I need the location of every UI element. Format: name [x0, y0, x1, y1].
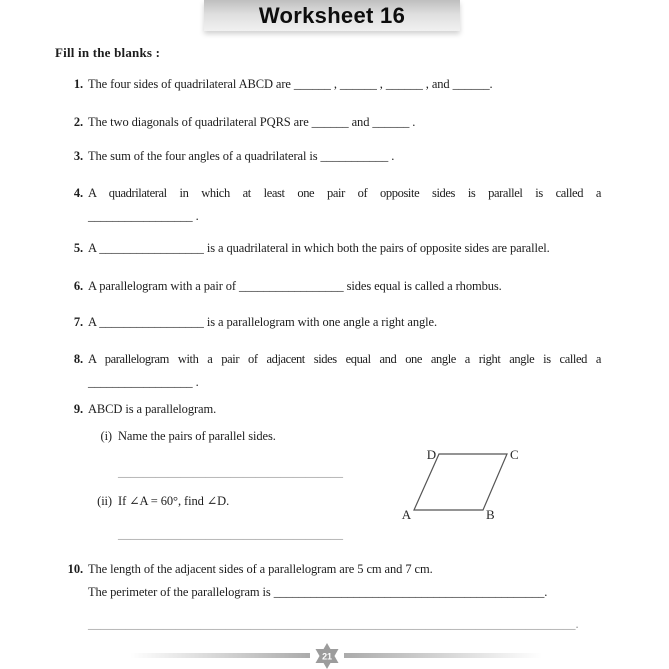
worksheet-content: [55, 45, 601, 632]
footer-separator-right: [344, 653, 542, 658]
vertex-label-b: B: [486, 507, 495, 522]
question-row: [55, 561, 601, 600]
question-text: A parallelogram with a pair of _________________ sides equal is called a rhombus.: [88, 279, 502, 293]
footer-separator-left: [130, 653, 310, 658]
parallelogram-figure: [396, 440, 528, 526]
question-number: 3.: [73, 149, 83, 163]
question-text: A quadrilateral in which at least one pair of opposite sides is parallel is called a: [88, 186, 601, 200]
question-body: [88, 114, 601, 130]
question-number: 10.: [67, 562, 83, 576]
subpart-marker: (i): [100, 429, 112, 443]
subpart-marker: (ii): [97, 494, 112, 508]
section-heading: Fill in the blanks :: [55, 45, 161, 60]
vertex-label-a: A: [401, 507, 411, 522]
answer-line: ____________________________________: [118, 465, 343, 479]
title-banner: [204, 0, 460, 31]
question-body: [88, 240, 601, 256]
question-text: A parallelogram with a pair of adjacent sides equal and one angle a right angle is called a: [88, 352, 601, 366]
question-row: [55, 114, 601, 130]
question-number: 1.: [73, 77, 83, 91]
page-title: Worksheet 16: [258, 2, 406, 28]
question-number: 8.: [73, 352, 83, 366]
question-row: [55, 240, 601, 256]
answer-line: ______________________________________________________________________________.: [88, 617, 579, 631]
question-row: [55, 76, 601, 92]
subpart-text: If ∠A = 60°, find ∠D.: [118, 494, 230, 508]
question-body: [88, 148, 601, 164]
question-text: ABCD is a parallelogram.: [88, 402, 217, 416]
parallelogram-shape: [414, 454, 507, 510]
question-text: The perimeter of the parallelogram is ____________________________________________.: [88, 585, 548, 599]
question-text: A _________________ is a parallelogram with one angle a right angle.: [88, 315, 438, 329]
question-row: [55, 148, 601, 164]
answer-line: ____________________________________: [118, 527, 343, 541]
question-row: [55, 351, 601, 390]
question-text: The four sides of quadrilateral ABCD are ______ , ______ , ______ , and ______.: [88, 77, 493, 91]
question-body: [88, 314, 601, 330]
page-number-badge: [313, 642, 341, 669]
question-row: [55, 185, 601, 224]
vertex-label-d: D: [426, 447, 436, 462]
question-text: The sum of the four angles of a quadrilateral is ___________ .: [88, 149, 395, 163]
question-number: 2.: [73, 115, 83, 129]
subpart-text: Name the pairs of parallel sides.: [118, 429, 276, 443]
question-body: [88, 561, 601, 600]
question-number: 9.: [73, 402, 83, 416]
question-body: [88, 278, 601, 294]
question-body: [88, 185, 601, 224]
question-blank-line: _________________ .: [88, 375, 199, 389]
question-number: 6.: [73, 279, 83, 293]
vertex-label-c: C: [510, 447, 519, 462]
question-number: 7.: [73, 315, 83, 329]
page-number: 21: [322, 651, 332, 662]
question-blank-line: _________________ .: [88, 209, 199, 223]
question-number: 5.: [73, 241, 83, 255]
question-row: [55, 278, 601, 294]
question-body: [88, 351, 601, 390]
question-number: 4.: [73, 186, 83, 200]
question-text: A _________________ is a quadrilateral in which both the pairs of opposite sides are parallel.: [88, 241, 550, 255]
question-text: The length of the adjacent sides of a parallelogram are 5 cm and 7 cm.: [88, 562, 433, 576]
question-row: [55, 314, 601, 330]
question-text: The two diagonals of quadrilateral PQRS are ______ and ______ .: [88, 115, 416, 129]
question-body: [88, 76, 601, 92]
